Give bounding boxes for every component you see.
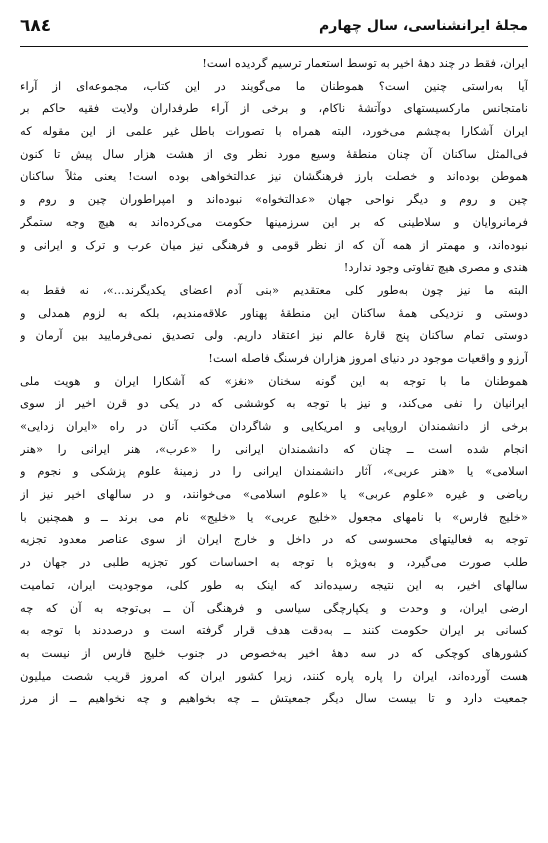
page-header xyxy=(20,6,528,46)
text-line: طلب صورت می‌گیرد، و به‌ویژه با توجه به احساسات کور تجزیه طلبی در جهان در xyxy=(20,555,528,570)
page-number: ٦٨٤ xyxy=(20,16,52,36)
text-line: آرزو و واقعیات موجود در دنیای امروز هزاران فرسنگ فاصله است! xyxy=(208,350,528,365)
text-line: البته ما نیز چون به‌طور کلی معتقدیم «بنی آدم اعضای یکدیگرند...»، نه فقط به xyxy=(20,282,528,297)
text-line: آیا به‌راستی چنین است؟ هموطنان ما می‌گویند در این کتاب، مجموعه‌ای از آراء xyxy=(20,78,528,93)
text-line: هندی و مصری هیچ تفاوتی وجود ندارد! xyxy=(343,260,528,275)
text-line: سالهای اخیر، به این نتیجه رسیده‌اند که اینک به طور کلی، موجودیت ایران، تمامیت xyxy=(20,577,528,592)
text-line: ایرانیان را نفی می‌کند، و نیز با توجه به کوششی که در یکی دو قرن اخیر از سوی xyxy=(20,396,528,411)
text-line: نامتجانس مارکسیستهای دوآتشهٔ ناکام، و برخی از آراء طرفداران ولایت فقیه حاکم بر xyxy=(20,101,528,116)
text-line: هموطنان ما با توجه به این گونه سخنان «نغز» که آشکارا ایران و هویت ملی xyxy=(20,373,528,388)
running-title: مجلهٔ ایرانشناسی، سال چهارم xyxy=(319,18,528,34)
text-line: انجام شده است ــ چنان که دانشمندان ایرانی را «عرب»، هنر ایرانی را «هنر xyxy=(20,441,528,456)
text-line: فرمانروایان و سلاطینی که بر این سرزمینها حکومت می‌کرده‌اند به هیچ وجه ستمگر xyxy=(20,214,528,229)
text-line: ارضی ایران، و وحدت و یکپارچگی سیاسی و فرهنگی آن ــ بی‌توجه به آن که چه xyxy=(20,600,528,615)
text-line: دوستی تمام ساکنان پنج قارهٔ عالم نیز اعتقاد داریم. ولی تصدیق نمی‌فرمایید بین آرمان و xyxy=(20,328,528,343)
text-line: ایران، فقط در چند دههٔ اخیر به توسط استعمار ترسیم گردیده است! xyxy=(202,56,528,70)
text-line: برخی از دانشمندان اروپایی و امریکایی و شاگردان مکتب آنان در راه «ایران زدایی» xyxy=(20,419,528,433)
text-line: توجه به فعالیتهای محسوسی که در داخل و خارج ایران از سوی عناصر معدود تجزیه xyxy=(20,532,528,547)
text-line: اسلامی» یا «هنر عربی»، آثار دانشمندان ایرانی را در زمینهٔ علوم پزشکی و نجوم و xyxy=(20,464,528,479)
text-line: فی‌المثل ساکنان آن چنان منطقهٔ وسیع مورد نظر وی از هشت هزار سال پیش تا کنون xyxy=(20,146,528,161)
text-line: کسانی بر ایران حکومت کنند ــ به‌دقت هدف قرار گرفته است و درصددند با توجه به xyxy=(20,623,528,638)
text-line: دوستی و نزدیکی همهٔ ساکنان این منطقهٔ پهناور علاقه‌مندیم، بلکه به لزوم همدلی و xyxy=(20,305,528,320)
text-line: کشورهای کوچکی که در سه دههٔ اخیر به‌خصوص در جنوب خلیج فارس از نیست به xyxy=(20,645,528,660)
text-line: هست آورده‌اند، ایران را پاره پاره کنند، زیرا کشور ایران که امروز قریب شصت میلیون xyxy=(20,668,528,683)
text-line: «خلیج فارس» با نامهای مجعول «خلیج عربی» یا «خلیج» نام می برند ــ و همچنین با xyxy=(20,509,528,524)
text-line: جمعیت دارد و تا بیست سال دیگر جمعیتش ــ چه بخواهیم و چه نخواهیم ــ از مرز xyxy=(20,691,528,706)
body-text xyxy=(20,52,528,710)
header-rule xyxy=(20,46,528,47)
text-line: چین و روم و دیگر نواحی جهان «عدالتخواه» نبوده‌اند و امپراطوران چین و روم و xyxy=(20,192,528,207)
text-line: هموطن بوده‌اند و خصلت بارز فرهنگشان نیز عدالتخواهی بوده است! یعنی مثلاً ساکنان xyxy=(20,169,528,184)
text-line: ریاضی و غیره «علوم عربی» یا «علوم اسلامی» می‌خوانند، و در سالهای اخیر نیز از xyxy=(20,487,528,502)
text-line: ایران آشکارا به‌چشم می‌خورد، البته همراه با تصورات باطل غیر علمی از این مقوله که xyxy=(20,124,528,139)
text-line: نبوده‌اند، و مهمتر از همه آن که از نظر قومی و فرهنگی نیز میان عرب و ترک و ایرانی و xyxy=(20,237,528,252)
